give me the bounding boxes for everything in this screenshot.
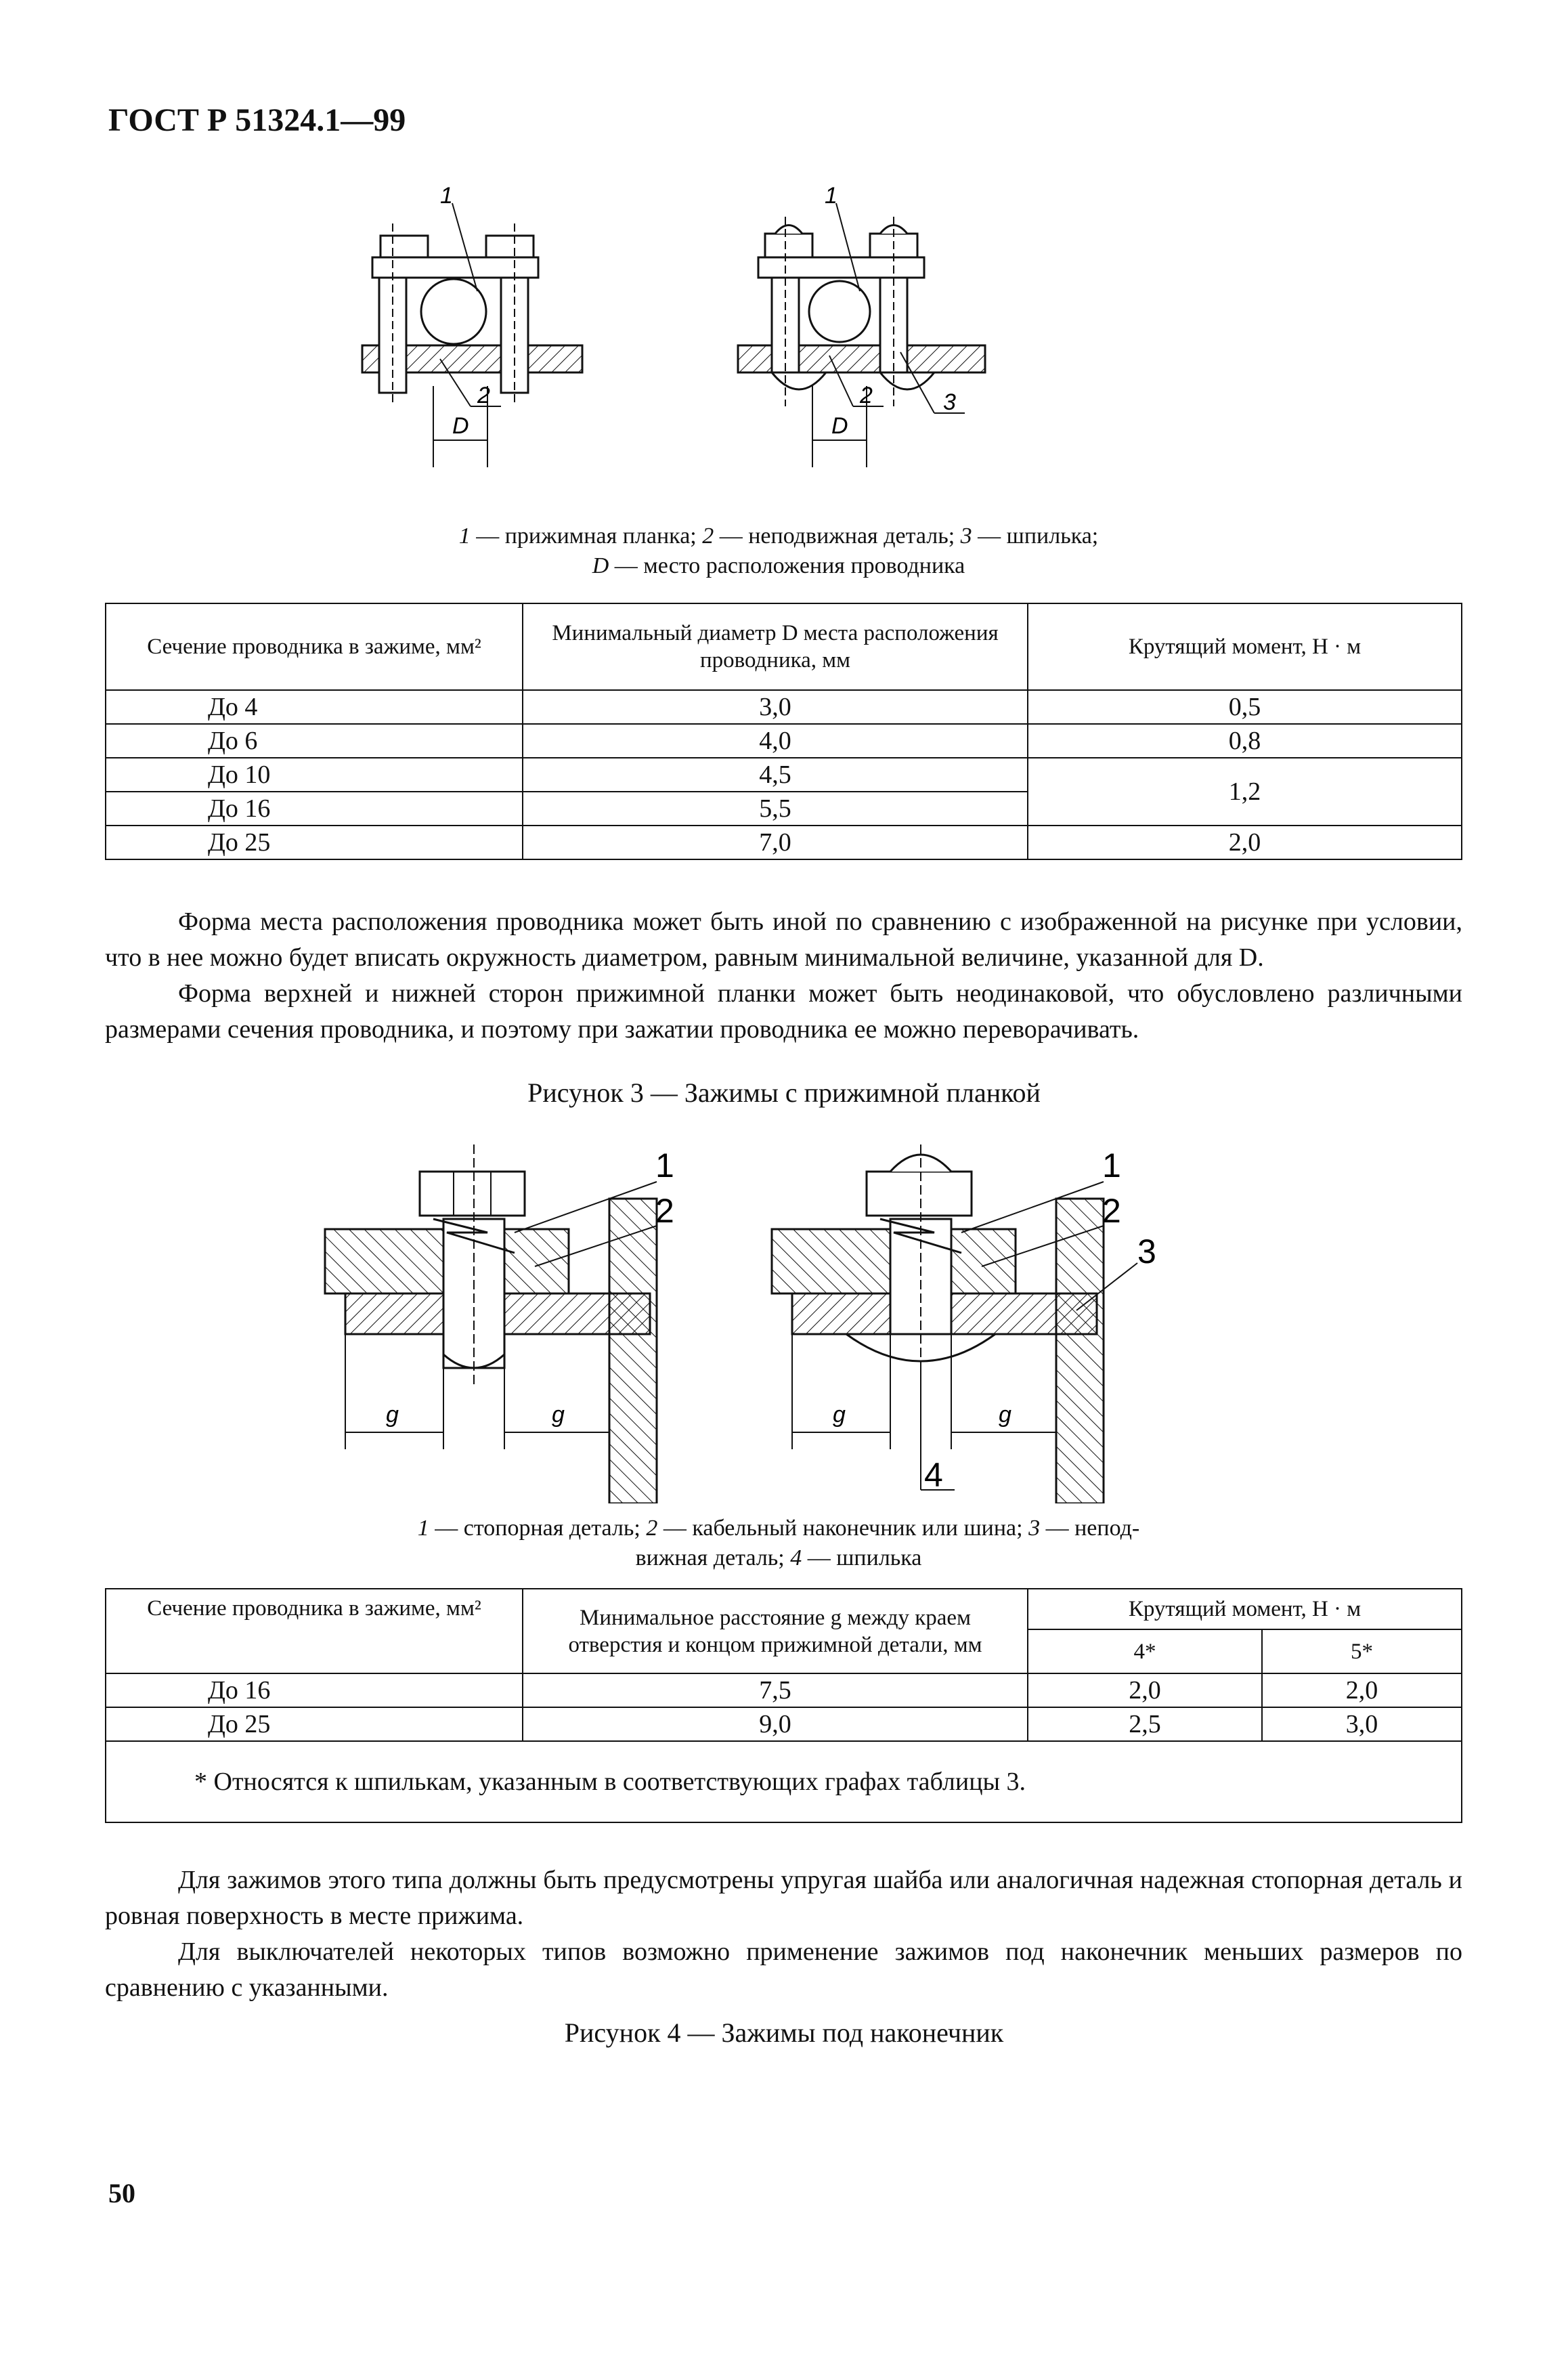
- col-header-section: Сечение проводника в зажиме, мм²: [106, 1589, 523, 1673]
- figure-4-legend: 1 — стопорная деталь; 2 — кабельный наконечник или шина; 3 — непод- вижная деталь; 4 — шпилька: [417, 1516, 1140, 1570]
- figure-3-table: [105, 603, 1462, 860]
- table-row: До 10 4,5 1,2: [106, 758, 1462, 792]
- fig4-left-label-1: 1: [655, 1147, 674, 1184]
- fig4-left-label-g1: g: [386, 1402, 399, 1428]
- fig4-left-label-g2: g: [552, 1402, 565, 1428]
- table-row: До 25 7,0 2,0: [106, 826, 1462, 859]
- fig3-right-label-3: 3: [943, 389, 956, 415]
- figure-3-title: Рисунок 3 — Зажимы с прижимной планкой: [527, 1077, 1041, 1108]
- fig3-left-label-2: 2: [477, 383, 490, 408]
- fig3-left-label-1: 1: [440, 183, 453, 209]
- table-row: До 25 9,0 2,5 3,0: [106, 1707, 1462, 1741]
- col-header-5: 5*: [1262, 1629, 1462, 1673]
- table-row: До 16 5,5: [106, 792, 1462, 826]
- paragraph: Форма верхней и нижней сторон прижимной планки может быть неодинаковой, что обусловлено различными размерами сечения проводника, и поэтому при зажатии проводника ее можно переворачивать.: [105, 979, 1462, 1044]
- fig4-right-label-1: 1: [1102, 1147, 1121, 1184]
- figure-3-notes: [105, 904, 1462, 1048]
- table-row: До 16 7,5 2,0 2,0: [106, 1673, 1462, 1707]
- paragraph: Для выключателей некоторых типов возможно применение зажимов под наконечник меньших размеров по сравнению с указанными.: [105, 1938, 1462, 2002]
- col-header-torque: Крутящий момент, Н · м: [1028, 603, 1462, 690]
- figure-3-drawing: [339, 183, 1016, 481]
- fig4-left-terminal: [325, 1144, 657, 1503]
- figure-3-legend: 1 — прижимная планка; 2 — неподвижная деталь; 3 — шпилька; D — место расположения проводника: [458, 523, 1099, 578]
- fig4-right-label-4: 4: [924, 1456, 943, 1494]
- figure-4-notes: [105, 1862, 1462, 2006]
- col-header-torque: Крутящий момент, Н · м: [1028, 1589, 1462, 1629]
- fig3-right-terminal: [738, 203, 985, 467]
- table-row: До 6 4,0 0,8: [106, 724, 1462, 758]
- col-header-diameter: Минимальный диаметр D места расположения проводника, мм: [523, 603, 1028, 690]
- table-row: До 4 3,0 0,5: [106, 690, 1462, 724]
- fig4-right-terminal: [772, 1144, 1137, 1503]
- figure-4-table: [105, 1588, 1462, 1823]
- fig3-left-label-d: D: [452, 413, 469, 439]
- table-footnote: * Относятся к шпилькам, указанным в соответствующих графах таблицы 3.: [106, 1741, 1462, 1822]
- col-header-4: 4*: [1028, 1629, 1262, 1673]
- fig3-right-label-d: D: [831, 413, 848, 439]
- fig3-right-label-2: 2: [860, 383, 873, 408]
- figure-4-title: Рисунок 4 — Зажимы под наконечник: [564, 2017, 1004, 2048]
- fig4-right-label-g1: g: [833, 1402, 846, 1428]
- col-header-section: Сечение проводника в зажиме, мм²: [106, 603, 523, 690]
- page-number: 50: [108, 2178, 135, 2208]
- fig4-left-label-2: 2: [655, 1192, 674, 1230]
- col-header-distance: Минимальное расстояние g между краем отверстия и концом прижимной детали, мм: [523, 1589, 1028, 1673]
- fig4-right-label-2: 2: [1102, 1192, 1121, 1230]
- fig3-left-terminal: [362, 203, 582, 467]
- fig3-right-label-1: 1: [825, 183, 837, 209]
- fig4-right-label-g2: g: [999, 1402, 1011, 1428]
- paragraph: Форма места расположения проводника может быть иной по сравнению с изображенной на рисунке при условии, что в нее можно будет вписать окружность диаметром, равным минимальной величине, указанной для D.: [105, 907, 1462, 972]
- figure-4-drawing: [311, 1131, 1192, 1503]
- fig4-right-label-3: 3: [1137, 1233, 1156, 1270]
- paragraph: Для зажимов этого типа должны быть предусмотрены упругая шайба или аналогичная надежная стопорная деталь и ровная поверхность в месте прижима.: [105, 1866, 1462, 1930]
- document-header: ГОСТ Р 51324.1—99: [108, 102, 406, 138]
